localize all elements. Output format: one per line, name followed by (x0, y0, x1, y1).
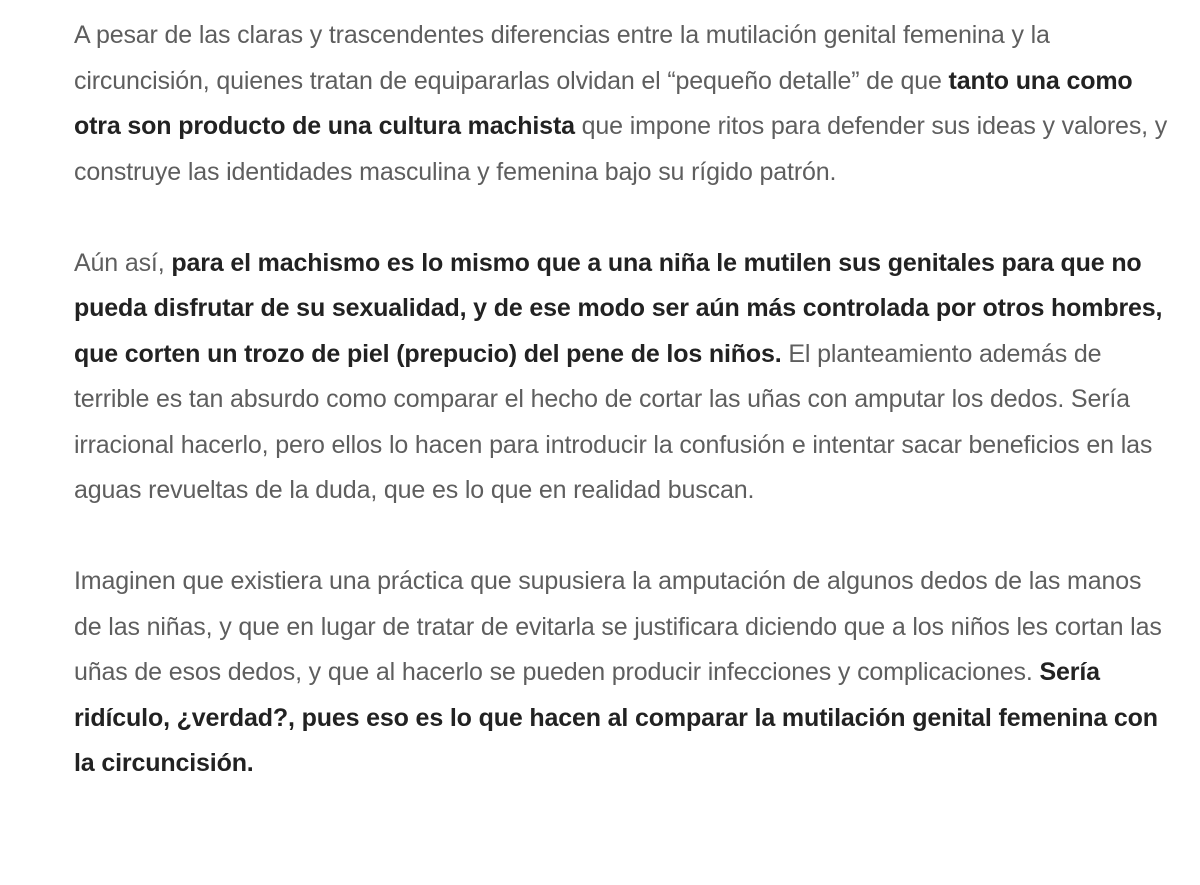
paragraph-bold-text: Sería ridículo, ¿verdad?, pues eso es lo que hacen al comparar la mutilación genital femenina con la circuncisión. (74, 658, 1158, 777)
paragraph-text: El planteamiento además de terrible es tan absurdo como comparar el hecho de cortar las uñas con amputar los dedos. Sería irracional hacerlo, pero ellos lo hacen para introducir la confusión e intentar sacar beneficios en las aguas revueltas de la duda, que es lo que en realidad buscan. (74, 339, 1153, 504)
paragraph (74, 13, 1174, 195)
article-body (74, 13, 1174, 832)
paragraph-text: A pesar de las claras y trascendentes diferencias entre la mutilación genital femenina y la circuncisión, quienes tratan de equipararlas olvidan el “pequeño detalle” de que (74, 21, 1050, 95)
paragraph (74, 559, 1174, 787)
paragraph-bold-text: tanto una como otra son producto de una cultura machista (74, 66, 1133, 140)
paragraph-bold-text: para el machismo es lo mismo que a una niña le mutilen sus genitales para que no pueda disfrutar de su sexualidad, y de ese modo ser aún más controlada por otros hombres, que corten un trozo de piel (prepucio) del pene de los niños. (74, 248, 1163, 368)
paragraph-text: Imaginen que existiera una práctica que supusiera la amputación de algunos dedos de las manos de las niñas, y que en lugar de tratar de evitarla se justificara diciendo que a los niños les cortan las uñas de esos dedos, y que al hacerlo se pueden producir infecciones y complicaciones. (74, 567, 1162, 686)
paragraph-text: Aún así, (74, 248, 172, 277)
paragraph (74, 241, 1174, 514)
paragraph-text: que impone ritos para defender sus ideas y valores, y construye las identidades masculina y femenina bajo su rígido patrón. (74, 112, 1168, 186)
